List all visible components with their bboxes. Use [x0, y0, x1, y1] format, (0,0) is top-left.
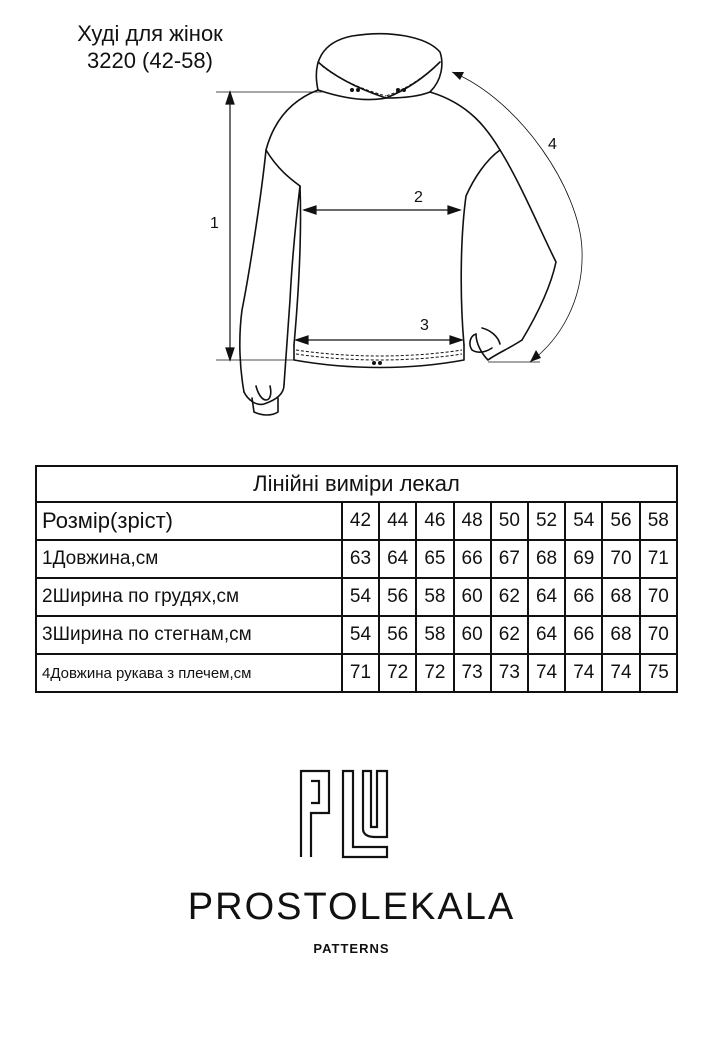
- size-cell: 42: [342, 502, 379, 540]
- measure-label-3: 3: [420, 317, 429, 334]
- measurements-table: [35, 465, 678, 693]
- value-cell: 60: [454, 578, 491, 616]
- value-cell: 73: [491, 654, 528, 692]
- left-body-side: [266, 150, 301, 345]
- size-cell: 46: [416, 502, 453, 540]
- value-cell: 56: [379, 578, 416, 616]
- value-cell: 68: [602, 578, 639, 616]
- measure-line-sleeve: [452, 72, 582, 362]
- value-cell: 74: [602, 654, 639, 692]
- table-row: [36, 578, 677, 616]
- value-cell: 66: [565, 578, 602, 616]
- brand-name: PROSTOLEKALA: [187, 886, 516, 928]
- value-cell: 71: [640, 540, 677, 578]
- measure-label-4: 4: [548, 136, 557, 153]
- size-cell: 50: [491, 502, 528, 540]
- value-cell: 54: [342, 578, 379, 616]
- measure-label-2: 2: [414, 189, 423, 206]
- value-cell: 63: [342, 540, 379, 578]
- value-cell: 67: [491, 540, 528, 578]
- right-sleeve-outline: [430, 92, 556, 340]
- size-cell: 54: [565, 502, 602, 540]
- row-label: 1Довжина,см: [36, 540, 342, 578]
- value-cell: 74: [528, 654, 565, 692]
- value-cell: 71: [342, 654, 379, 692]
- value-cell: 58: [416, 578, 453, 616]
- table-row: [36, 654, 677, 692]
- size-cell: 48: [454, 502, 491, 540]
- left-sleeve-outline: [240, 90, 318, 392]
- row-label: 3Ширина по стегнам,см: [36, 616, 342, 654]
- value-cell: 74: [565, 654, 602, 692]
- table-row: [36, 540, 677, 578]
- value-cell: 69: [565, 540, 602, 578]
- hood-outline: [316, 34, 442, 92]
- value-cell: 68: [602, 616, 639, 654]
- value-cell: 64: [528, 578, 565, 616]
- table-header-row: [36, 502, 677, 540]
- size-header: Розмір(зріст): [36, 502, 342, 540]
- value-cell: 64: [379, 540, 416, 578]
- value-cell: 70: [602, 540, 639, 578]
- size-cell: 44: [379, 502, 416, 540]
- table-caption: Лінійні виміри лекал: [36, 466, 677, 502]
- value-cell: 65: [416, 540, 453, 578]
- value-cell: 62: [491, 578, 528, 616]
- title-line-1: Худі для жінок: [77, 21, 223, 46]
- value-cell: 56: [379, 616, 416, 654]
- value-cell: 68: [528, 540, 565, 578]
- value-cell: 66: [454, 540, 491, 578]
- right-body-side: [461, 150, 500, 345]
- size-cell: 56: [602, 502, 639, 540]
- value-cell: 75: [640, 654, 677, 692]
- row-label: 2Ширина по грудях,см: [36, 578, 342, 616]
- value-cell: 60: [454, 616, 491, 654]
- hoodie-sketch: [0, 0, 703, 440]
- value-cell: 72: [379, 654, 416, 692]
- size-cell: 52: [528, 502, 565, 540]
- value-cell: 73: [454, 654, 491, 692]
- value-cell: 72: [416, 654, 453, 692]
- table-row: [36, 616, 677, 654]
- value-cell: 64: [528, 616, 565, 654]
- value-cell: 58: [416, 616, 453, 654]
- size-cell: 58: [640, 502, 677, 540]
- value-cell: 66: [565, 616, 602, 654]
- brand-subtitle: PATTERNS: [313, 941, 390, 956]
- measure-label-1: 1: [210, 215, 219, 232]
- brand-logo-mark: [299, 769, 389, 859]
- title-line-2: 3220 (42-58): [87, 48, 213, 73]
- value-cell: 70: [640, 616, 677, 654]
- value-cell: 62: [491, 616, 528, 654]
- value-cell: 70: [640, 578, 677, 616]
- row-label: 4Довжина рукава з плечем,см: [36, 654, 342, 692]
- value-cell: 54: [342, 616, 379, 654]
